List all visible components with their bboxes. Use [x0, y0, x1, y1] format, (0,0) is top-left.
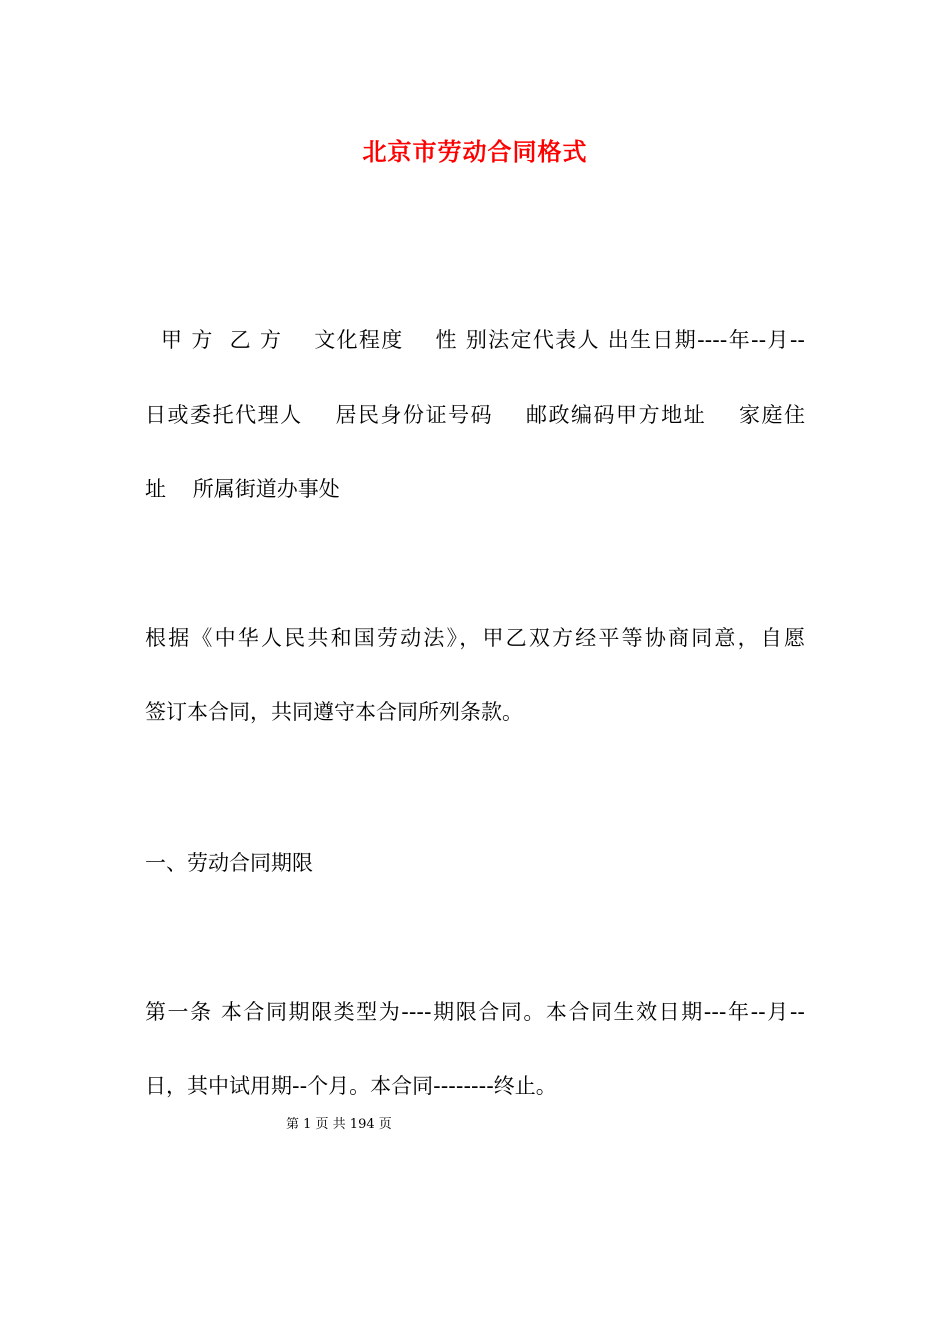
party-info-line-3: 址 所属街道办事处	[145, 477, 340, 501]
document-title: 北京市劳动合同格式	[362, 138, 588, 166]
article-1-line-1: 第一条 本合同期限类型为----期限合同。本合同生效日期---年--月--	[145, 1000, 805, 1024]
page-number-footer: 第 1 页 共 194 页	[286, 1117, 392, 1132]
article-1-line-2: 日，其中试用期--个月。本合同--------终止。	[145, 1074, 557, 1098]
section-heading-contract-term: 一、劳动合同期限	[145, 851, 313, 875]
party-info-line-2: 日或委托代理人 居民身份证号码 邮政编码甲方地址 家庭住	[145, 403, 805, 427]
party-info-line-1: 甲 方 乙 方 文化程度 性 别法定代表人 出生日期----年--月--	[145, 328, 805, 352]
preamble-line-1: 根据《中华人民共和国劳动法》，甲乙双方经平等协商同意，自愿	[145, 626, 805, 650]
preamble-line-2: 签订本合同，共同遵守本合同所列条款。	[145, 700, 523, 724]
